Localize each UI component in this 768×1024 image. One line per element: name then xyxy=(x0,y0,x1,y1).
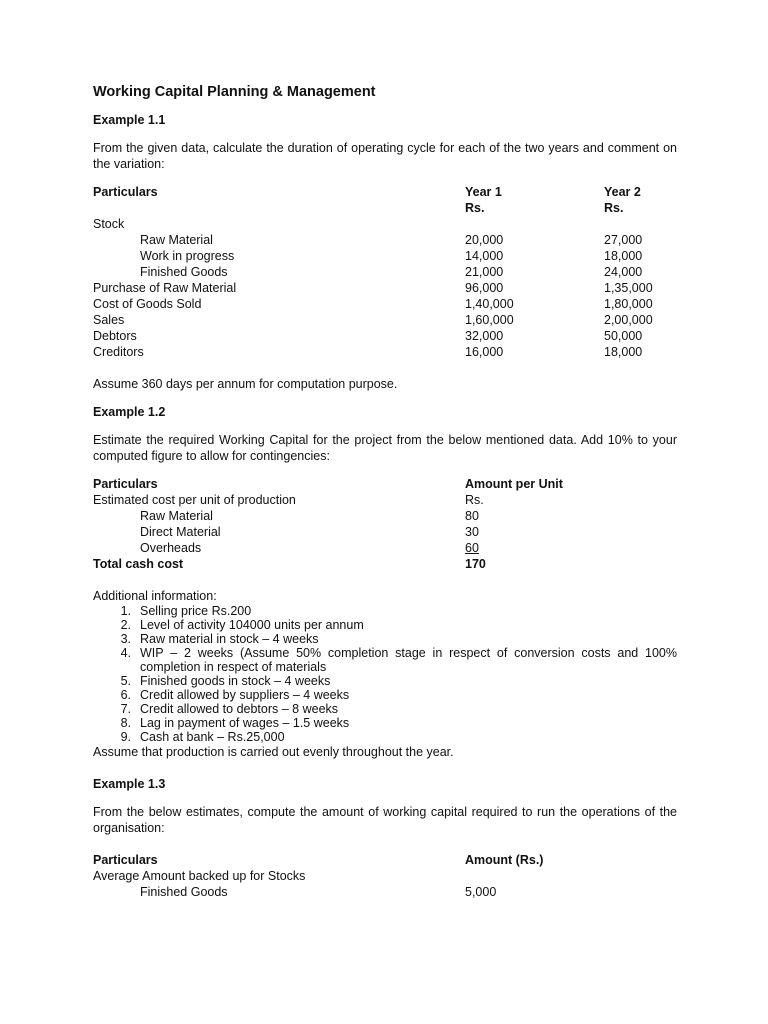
table-row xyxy=(93,508,677,524)
row-label: Purchase of Raw Material xyxy=(93,281,237,295)
unit-year-2: Rs. xyxy=(604,201,624,215)
list-item xyxy=(93,646,677,674)
table-row xyxy=(93,868,677,884)
document-page xyxy=(93,84,677,900)
page-title: Working Capital Planning & Management xyxy=(93,84,376,100)
example-1-3-intro: From the below estimates, compute the amount of working capital required to run the operations of the organisation: xyxy=(93,805,677,835)
example-1-3-heading: Example 1.3 xyxy=(93,777,166,791)
row-value: 30 xyxy=(465,525,479,539)
stock-label: Stock xyxy=(93,217,125,231)
table-unit-row xyxy=(93,200,677,216)
list-text: Level of activity 104000 units per annum xyxy=(140,618,364,632)
list-number: 4. xyxy=(120,646,131,660)
example-1-3-table xyxy=(93,852,677,900)
row-label: Estimated cost per unit of production xyxy=(93,493,296,507)
example-1-1-intro: From the given data, calculate the duration of operating cycle for each of the two years and comment on the variation: xyxy=(93,141,677,171)
row-year-1: 96,000 xyxy=(465,281,504,295)
table-row xyxy=(93,312,677,328)
list-number: 1. xyxy=(120,604,131,618)
row-year-2: 2,00,000 xyxy=(604,313,653,327)
row-label: Raw Material xyxy=(140,509,213,523)
row-value: 80 xyxy=(465,509,479,523)
table-row xyxy=(93,280,677,296)
row-year-2: 27,000 xyxy=(604,233,643,247)
row-label: Finished Goods xyxy=(140,265,228,279)
row-label: Sales xyxy=(93,313,125,327)
table-row xyxy=(93,264,677,280)
row-label: Creditors xyxy=(93,345,144,359)
total-value: 170 xyxy=(465,557,486,571)
row-year-1: 14,000 xyxy=(465,249,504,263)
table-row xyxy=(93,884,677,900)
example-1-1-heading: Example 1.1 xyxy=(93,113,166,127)
row-year-1: 16,000 xyxy=(465,345,504,359)
row-year-1: 1,40,000 xyxy=(465,297,514,311)
row-label: Cost of Goods Sold xyxy=(93,297,202,311)
example-1-2-table xyxy=(93,476,677,572)
list-item xyxy=(93,730,677,744)
row-year-1: 20,000 xyxy=(465,233,504,247)
list-text: Raw material in stock – 4 weeks xyxy=(140,632,319,646)
row-label: Average Amount backed up for Stocks xyxy=(93,869,306,883)
table-row xyxy=(93,248,677,264)
table-header-row xyxy=(93,852,677,868)
row-value: 60 xyxy=(465,541,479,555)
row-year-1: 32,000 xyxy=(465,329,504,343)
list-text: Selling price Rs.200 xyxy=(140,604,252,618)
row-year-2: 1,35,000 xyxy=(604,281,653,295)
list-number: 6. xyxy=(120,688,131,702)
additional-info-label xyxy=(93,588,677,604)
total-row xyxy=(93,556,677,572)
list-text: Finished goods in stock – 4 weeks xyxy=(140,674,331,688)
list-text: Credit allowed by suppliers – 4 weeks xyxy=(140,688,350,702)
stock-row xyxy=(93,216,677,232)
row-value: 5,000 xyxy=(465,885,497,899)
list-number: 5. xyxy=(120,674,131,688)
table-row xyxy=(93,232,677,248)
row-year-2: 18,000 xyxy=(604,345,643,359)
col-year-1: Year 1 xyxy=(465,185,502,199)
row-year-2: 24,000 xyxy=(604,265,643,279)
table-row xyxy=(93,296,677,312)
row-unit: Rs. xyxy=(465,493,484,507)
list-item xyxy=(93,674,677,688)
example-1-1-table xyxy=(93,184,677,360)
col-particulars: Particulars xyxy=(93,853,158,867)
row-year-1: 21,000 xyxy=(465,265,504,279)
row-label: Direct Material xyxy=(140,525,221,539)
table-row xyxy=(93,524,677,540)
list-text: Cash at bank – Rs.25,000 xyxy=(140,730,285,744)
example-1-2-note: Assume that production is carried out evenly throughout the year. xyxy=(93,745,454,759)
row-year-2: 1,80,000 xyxy=(604,297,653,311)
total-label: Total cash cost xyxy=(93,557,184,571)
row-label: Finished Goods xyxy=(140,885,228,899)
example-1-2-intro: Estimate the required Working Capital for the project from the below mentioned data. Add 10% to your computed figure to allow for contingencies: xyxy=(93,433,677,463)
row-year-1: 1,60,000 xyxy=(465,313,514,327)
row-label: Work in progress xyxy=(140,249,235,263)
row-year-2: 50,000 xyxy=(604,329,643,343)
table-header-row xyxy=(93,184,677,200)
additional-info-list xyxy=(93,604,677,744)
list-text: WIP – 2 weeks (Assume 50% completion stage in respect of conversion costs and 100% completion in respect of materials xyxy=(140,646,677,674)
col-year-2: Year 2 xyxy=(604,185,641,199)
list-number: 2. xyxy=(120,618,131,632)
col-amount: Amount (Rs.) xyxy=(465,853,544,867)
list-item xyxy=(93,632,677,646)
unit-year-1: Rs. xyxy=(465,201,485,215)
additional-info-text: Additional information: xyxy=(93,589,217,603)
row-year-2: 18,000 xyxy=(604,249,643,263)
example-1-1-note: Assume 360 days per annum for computation purpose. xyxy=(93,377,398,391)
table-row xyxy=(93,344,677,360)
list-text: Lag in payment of wages – 1.5 weeks xyxy=(140,716,350,730)
list-item xyxy=(93,702,677,716)
list-item xyxy=(93,604,677,618)
table-row xyxy=(93,492,677,508)
row-label: Overheads xyxy=(140,541,202,555)
col-particulars: Particulars xyxy=(93,477,158,491)
col-amount-per-unit: Amount per Unit xyxy=(465,477,563,491)
row-label: Raw Material xyxy=(140,233,213,247)
list-number: 8. xyxy=(120,716,131,730)
list-text: Credit allowed to debtors – 8 weeks xyxy=(140,702,339,716)
list-number: 3. xyxy=(120,632,131,646)
example-1-2-heading: Example 1.2 xyxy=(93,405,166,419)
table-row xyxy=(93,328,677,344)
list-item xyxy=(93,688,677,702)
col-particulars: Particulars xyxy=(93,185,158,199)
table-header-row xyxy=(93,476,677,492)
row-label: Debtors xyxy=(93,329,137,343)
list-item xyxy=(93,618,677,632)
list-number: 7. xyxy=(120,702,131,716)
list-item xyxy=(93,716,677,730)
list-number: 9. xyxy=(120,730,131,744)
table-row xyxy=(93,540,677,556)
